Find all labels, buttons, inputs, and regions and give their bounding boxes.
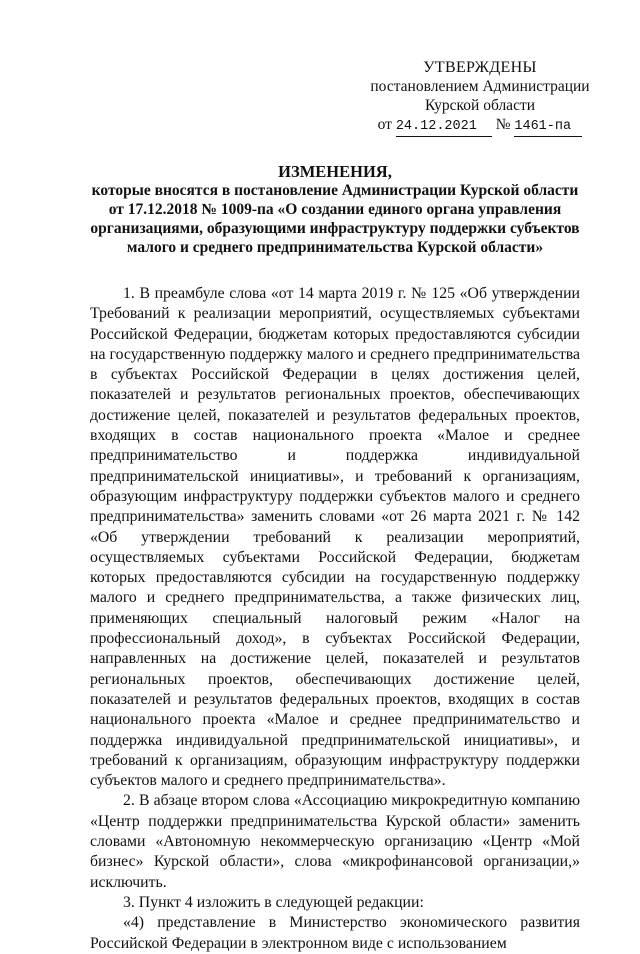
approval-heading: УТВЕРЖДЕНЫ	[423, 59, 537, 76]
date-prefix: от	[377, 116, 392, 133]
title-subtitle: которые вносятся в постановление Администрации Курской области от 17.12.2018 № 1009-па «О создании единого органа управления организациями, образующими инфраструктуру поддержки субъектов малого и среднего предпринимательства Курской области»	[90, 182, 580, 256]
date-field	[396, 115, 492, 137]
number-value: 1461-па	[514, 119, 572, 134]
approval-date-line	[360, 115, 600, 137]
document-title	[90, 162, 580, 257]
title-heading: ИЗМЕНЕНИЯ,	[278, 162, 392, 181]
date-value: 24.12.2021	[395, 119, 477, 134]
paragraph-3: 3. Пункт 4 изложить в следующей редакции:	[123, 893, 424, 911]
number-field	[514, 115, 582, 137]
document-body	[90, 284, 580, 954]
approval-line-1: постановлением Администрации	[370, 78, 590, 95]
paragraph-1: 1. В преамбуле слова «от 14 марта 2019 г. № 125 «Об утверждении Требований к реализации мероприятий, осуществляемых субъектами Российской Федерации, бюджетам которых предоставляются субсидии на государственную поддержку малого и среднего предпринимательства в субъектах Российской Федерации в целях достижения целей, показателей и результатов региональных проектов, обеспечивающих достижение целей, показателей и результатов федеральных проектов, входящих в состав национального проекта «Малое и среднее предпринимательство и поддержка индивидуальной предпринимательской инициативы», и требований к организациям, образующим инфраструктуру поддержки субъектов малого и среднего предпринимательства» заменить словами «от 26 марта 2021 г. № 142 «Об утверждении требований к реализации мероприятий, осуществляемых субъектами Российской Федерации, бюджетам которых предоставляются субсидии на государственную поддержку малого и среднего предпринимательства, а также физических лиц, применяющих специальный налоговый режим «Налог на профессиональный доход», в субъектах Российской Федерации, направленных на достижение целей, показателей и результатов региональных проектов, обеспечивающих достижение целей, показателей и результатов федеральных проектов, входящих в состав национального проекта «Малое и среднее предпринимательство и поддержка индивидуальной предпринимательской инициативы», и требований к организациям, образующим инфраструктуру поддержки субъектов малого и среднего предпринимательства».	[90, 285, 580, 790]
number-prefix: №	[495, 116, 511, 133]
approval-line-2: Курской области	[424, 97, 536, 114]
approval-stamp	[360, 58, 600, 137]
paragraph-2: 2. В абзаце втором слова «Ассоциацию микрокредитную компанию «Центр поддержки предпринимательства Курской области» заменить словами «Автономную некоммерческую организацию «Центр «Мой бизнес» Курской области», слова «микрофинансовой организации,» исключить.	[90, 792, 580, 891]
paragraph-4: «4) представление в Министерство экономического развития Российской Федерации в электронном виде с использованием	[90, 914, 580, 952]
